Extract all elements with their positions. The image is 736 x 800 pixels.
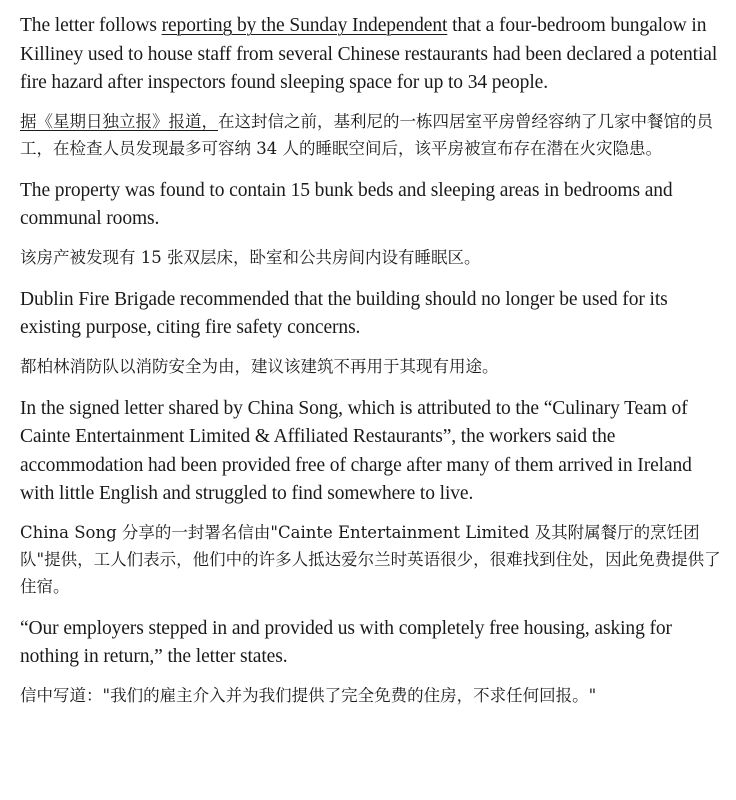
paragraph-4-english: In the signed letter shared by China Song, which is attributed to the “Culinary Team of Cainte Entertainment Limited & Affiliated Restaurants”, the workers said the accommodation had been provided free of charge after many of them arrived in Ireland with little English and struggled to find somewhere to live. [20,397,692,504]
paragraph-5-chinese: 信中写道："我们的雇主介入并为我们提供了完全免费的住房，不求任何回报。" [20,685,597,705]
paragraph-4-chinese: China Song 分享的一封署名信由"Cainte Entertainment Limited 及其附属餐厅的烹饪团队"提供，工人们表示，他们中的许多人抵达爱尔兰时英语很少，很难找到住处，因此免费提供了住宿。 [20,522,721,596]
sunday-independent-report-link-chinese[interactable]: 据《星期日独立报》报道， [20,111,218,131]
paragraph-3-chinese: 都柏林消防队以消防安全为由，建议该建筑不再用于其现有用途。 [20,356,499,376]
paragraph-1-chinese [20,108,726,162]
paragraph-1-english [20,12,726,98]
paragraph-1-english-rest: that a four-bedroom bungalow in Killiney used to house staff from several Chinese restaurants had been declared a potential fire hazard after inspectors found sleeping space for up to 34 people. [20,15,718,93]
paragraph-1-english-lead: The letter follows [20,15,162,36]
paragraph-2-chinese: 该房产被发现有 15 张双层床，卧室和公共房间内设有睡眠区。 [20,247,481,267]
paragraph-2-english: The property was found to contain 15 bunk beds and sleeping areas in bedrooms and communal rooms. [20,179,673,229]
paragraph-1-chinese-rest: 在这封信之前，基利尼的一栋四居室平房曾经容纳了几家中餐馆的员工，在检查人员发现最多可容纳 34 人的睡眠空间后，该平房被宣布存在潜在火灾隐患。 [20,111,713,158]
paragraph-3-english: Dublin Fire Brigade recommended that the building should no longer be used for its existing purpose, citing fire safety concerns. [20,288,668,338]
article-body [20,12,726,709]
paragraph-5-english: “Our employers stepped in and provided us with completely free housing, asking for nothing in return,” the letter states. [20,617,672,667]
sunday-independent-report-link[interactable]: reporting by the Sunday Independent [161,15,448,36]
